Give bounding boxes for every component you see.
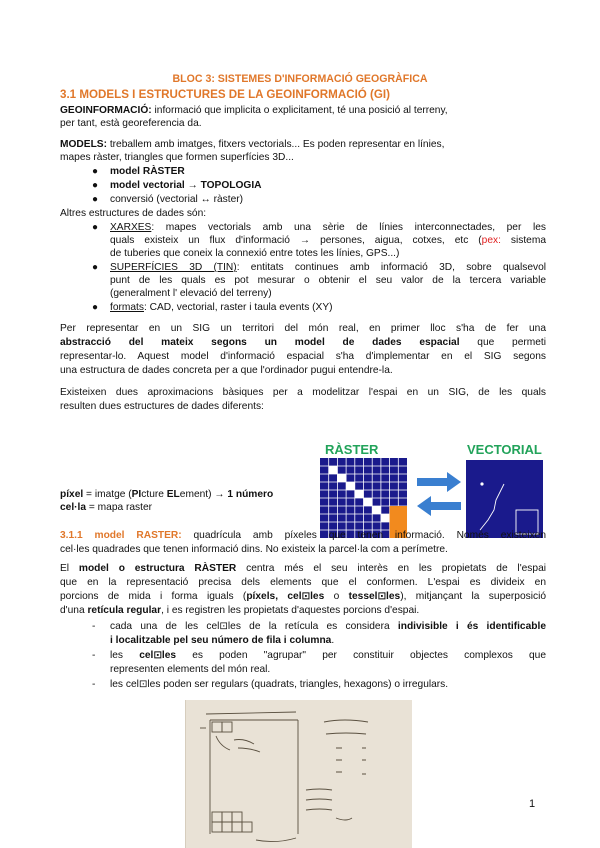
- bullet-dot: ●: [92, 302, 99, 313]
- xarxes-term: XARXES: [110, 222, 152, 233]
- xarxes-line-3: de tuberies que coneix la connexió entre totes les línies, GPS...): [110, 248, 400, 259]
- raster-sec-line-5: porcions de mida i forma iguals (píxels, cel⊡les o tessel⊡les), mitjançant la superposició: [60, 591, 546, 602]
- aprox-line-2: resulten dues estructures de dades diferents:: [60, 401, 264, 412]
- bullet-dot: ●: [92, 222, 99, 233]
- raster-sec-line-1: 3.1.1 model RASTER: quadrícula amb píxeles que tenen informació. Només existeixen: [60, 530, 546, 541]
- geoinfo-term: GEOINFORMACIÓ:: [60, 105, 152, 116]
- sig-line-1: Per representar en un SIG un territori del món real, en primer lloc s'ha de fer una: [60, 323, 546, 334]
- dash-marker: -: [92, 650, 96, 661]
- dash-1-line-1: cada una de les cel⊡les de la retícula es considera indivisible i és identificable: [110, 621, 546, 632]
- bullet-dot: ●: [92, 262, 99, 273]
- sig-line-3: representar-lo. Aquest model d'informació espacial s'ha d'implementar en el SIG segons: [60, 351, 546, 362]
- raster-sec-line-2: cel·les quadrades que tenen informació dins. No existeix la parcel·la com a perímetre.: [60, 544, 448, 555]
- bullet-vectorial: model vectorial → TOPOLOGIA: [110, 180, 262, 191]
- dash-2-line-2: representen elements del món real.: [110, 664, 271, 675]
- formats-term: formats: [110, 302, 144, 313]
- handwritten-sketch: [186, 700, 412, 848]
- bloc-title: BLOC 3: SISTEMES D'INFORMACIÓ GEOGRÀFICA: [172, 73, 428, 85]
- geoinfo-line-2: per tant, està georeferencia da.: [60, 118, 202, 129]
- xarxes-line-2: quals existeix un flux d'informació → persones, aigua, cotxes, etc (pex: sistema: [110, 235, 546, 246]
- bullet-conversio: conversió (vectorial ↔ ràster): [110, 194, 244, 205]
- arrow-right-icon: [417, 472, 461, 492]
- raster-sec-line-3: El model o estructura RÀSTER centra més el seu interès en les propietats de l'espai: [60, 563, 546, 574]
- bullet-dot: ●: [92, 194, 99, 205]
- pex-label: pex:: [481, 235, 501, 246]
- models-line-2: mapes ràster, triangles que formen superfícies 3D...: [60, 152, 294, 163]
- pixel-definition: píxel = imatge (PIcture ELement) → 1 número: [60, 489, 274, 500]
- cella-definition: cel·la = mapa raster: [60, 502, 153, 513]
- raster-sec-line-4: que en la representació precisa dels elements que el conformen. L'espai es divideix en: [60, 577, 546, 588]
- tin-line-3: (generalment l' elevació del terreny): [110, 288, 272, 299]
- bullet-dot: ●: [92, 180, 99, 191]
- sig-line-2: abstracció del mateix segons un model de dades espacial que permeti: [60, 337, 546, 348]
- dash-marker: -: [92, 679, 96, 690]
- page-number: 1: [529, 798, 536, 810]
- tin-line-1: SUPERFÍCIES 3D (TIN): entitats continues amb informació 3D, sobre qualsevol: [110, 262, 547, 273]
- sig-line-4: una estructura de dades concreta per a que l'ordinador pugui entendre-la.: [60, 365, 393, 376]
- raster-grid-figure: [320, 458, 407, 538]
- vector-label: VECTORIAL: [467, 442, 542, 457]
- tin-line-2: punt de les quals es pot mesurar o obtenir el seu valor de la tercera variable: [110, 275, 546, 286]
- raster-label: RÀSTER: [325, 442, 379, 457]
- handwritten-notes-photo: [185, 700, 412, 848]
- arrow-left-icon: [417, 496, 461, 516]
- section-title: 3.1 MODELS I ESTRUCTURES DE LA GEOINFORMACIÓ (GI): [60, 88, 391, 101]
- xarxes-line-1: XARXES: mapes vectorials amb una sèrie de línies interconnectades, per les: [110, 222, 546, 233]
- geoinfo-line-1: GEOINFORMACIÓ: informació que implicita o explicitament, té una posició al terreny,: [60, 105, 448, 116]
- vector-figure: [466, 460, 543, 538]
- altres-line: Altres estructures de dades són:: [60, 208, 207, 219]
- bullet-dot: ●: [92, 166, 99, 177]
- dash-3-line: les cel⊡les poden ser regulars (quadrats, triangles, hexagons) o irregulars.: [110, 679, 449, 690]
- conversion-arrows: [415, 472, 463, 522]
- raster-sec-title: 3.1.1 model RASTER:: [60, 530, 182, 541]
- tin-term: SUPERFÍCIES 3D (TIN): [110, 262, 237, 273]
- models-line-1: MODELS: treballem amb imatges, fitxers vectorials... Es poden representar en línies,: [60, 139, 445, 150]
- dash-2-line-1: les cel⊡les es poden "agrupar" per constituir objectes complexos que: [110, 650, 546, 661]
- dash-marker: -: [92, 621, 96, 632]
- aprox-line-1: Existeixen dues aproximacions bàsiques per a modelitzar l'espai en un SIG, de les quals: [60, 387, 546, 398]
- raster-sec-line-6: d'una retícula regular, i es registren les propietats d'aquestes porcions d'espai.: [60, 605, 420, 616]
- dash-1-line-2: i localitzable pel seu número de fila i columna.: [110, 635, 335, 646]
- bullet-raster: model RÀSTER: [110, 166, 185, 177]
- formats-line: formats: CAD, vectorial, raster i taula events (XY): [110, 302, 333, 313]
- models-term: MODELS:: [60, 139, 107, 150]
